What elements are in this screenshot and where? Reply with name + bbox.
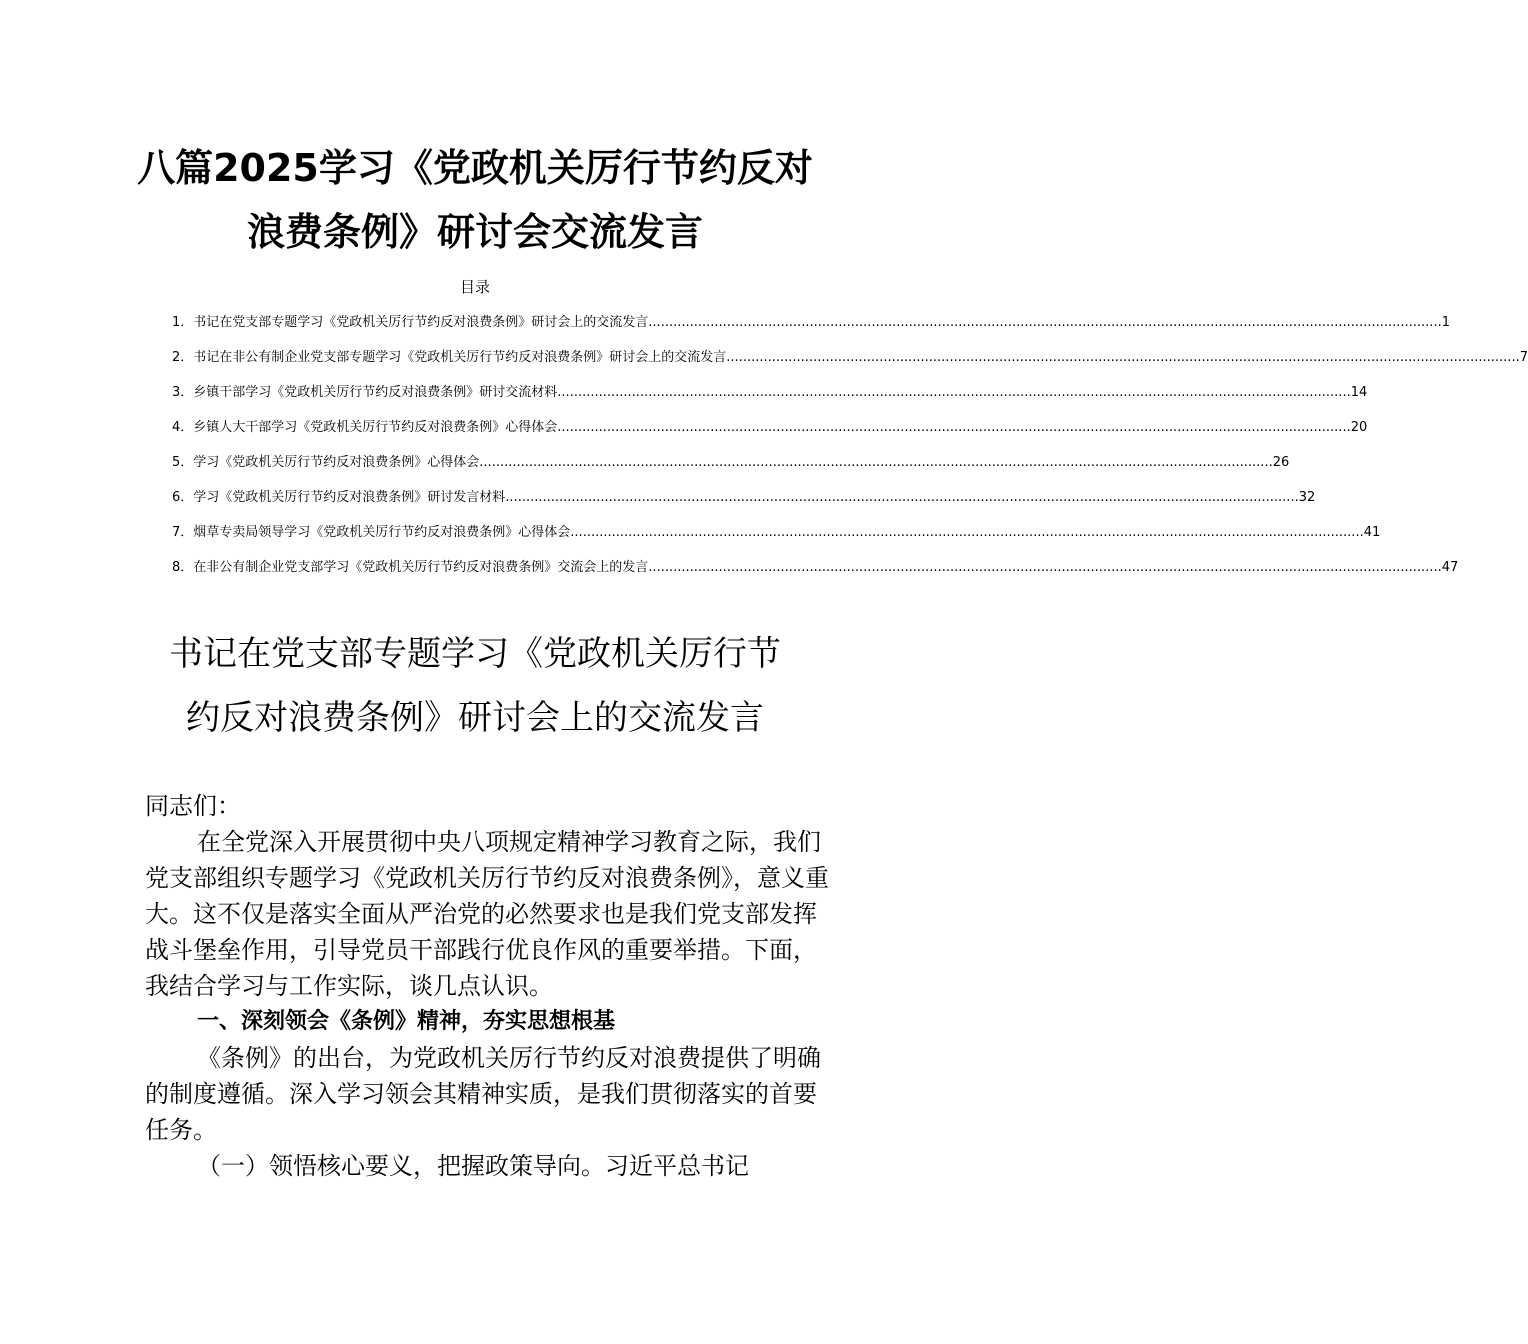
toc-entry[interactable] (172, 515, 1381, 550)
toc-entry[interactable] (172, 480, 1316, 515)
toc-heading: 目录 (459, 278, 490, 296)
toc-entry-number: 1． (172, 315, 194, 330)
toc-entry[interactable] (172, 550, 1459, 585)
toc-leader-dots (557, 375, 1350, 410)
paragraph: 《条例》的出台，为党政机关厉行节约反对浪费提供了明确的制度遵循。深入学习领会其精神实质，是我们贯彻落实的首要任务。 (145, 1044, 821, 1144)
paragraph: 在全党深入开展贯彻中央八项规定精神学习教育之际，我们党支部组织专题学习《党政机关厉行节约反对浪费条例》，意义重大。这不仅是落实全面从严治党的必然要求也是我们党支部发挥战斗堡垒作用，引导党员干部践行优良作风的重要举措。下面，我结合学习与工作实际，谈几点认识。 (145, 828, 829, 1000)
toc-entry-number: 5． (172, 455, 194, 470)
toc-entry-number: 4． (172, 420, 194, 435)
toc-leader-dots (557, 410, 1350, 445)
toc-leader-dots (570, 515, 1363, 550)
toc-entry-page: 20 (1350, 420, 1368, 435)
section-title-line2: 约反对浪费条例》研讨会上的交流发言 (186, 698, 764, 738)
paragraph: （一）领悟核心要义，把握政策导向。习近平总书记 (197, 1152, 749, 1180)
toc-entry-page: 32 (1298, 490, 1316, 505)
toc-leader-dots (726, 340, 1519, 375)
document-title (100, 136, 850, 264)
toc-entry-page: 14 (1350, 385, 1368, 400)
toc-entry[interactable] (172, 340, 1528, 375)
toc-entry-text: 乡镇干部学习《党政机关厉行节约反对浪费条例》研讨交流材料 (193, 385, 558, 400)
toc-entry-text: 学习《党政机关厉行节约反对浪费条例》心得体会 (193, 455, 480, 470)
toc-leader-dots (479, 445, 1272, 480)
document-title-line2: 浪费条例》研讨会交流发言 (246, 210, 703, 254)
toc-entry[interactable] (172, 410, 1368, 445)
body-text (145, 788, 835, 1184)
toc-entry-page: 1 (1441, 315, 1450, 330)
section-title (100, 622, 850, 750)
subheading: 一、深刻领会《条例》精神，夯实思想根基 (197, 1009, 616, 1034)
section-title-line1: 书记在党支部专题学习《党政机关厉行节 (169, 634, 781, 674)
toc-entry-text: 书记在党支部专题学习《党政机关厉行节约反对浪费条例》研讨会上的交流发言 (193, 315, 649, 330)
toc-entry-number: 8． (172, 560, 194, 575)
toc-entry-number: 6． (172, 490, 194, 505)
toc-leader-dots (505, 480, 1298, 515)
toc-entry-page: 26 (1272, 455, 1290, 470)
toc-entry-text: 乡镇人大干部学习《党政机关厉行节约反对浪费条例》心得体会 (193, 420, 558, 435)
toc-entry-page: 47 (1441, 560, 1459, 575)
toc-entry-number: 7． (172, 525, 194, 540)
toc-entry-number: 3． (172, 385, 194, 400)
toc-entry[interactable] (172, 305, 1450, 340)
toc-entry-text: 烟草专卖局领导学习《党政机关厉行节约反对浪费条例》心得体会 (193, 525, 571, 540)
toc-leader-dots (648, 305, 1441, 340)
table-of-contents (172, 305, 1528, 585)
toc-entry-page: 7 (1519, 350, 1528, 365)
toc-leader-dots (648, 550, 1441, 585)
toc-entry-number: 2． (172, 350, 194, 365)
toc-entry-text: 学习《党政机关厉行节约反对浪费条例》研讨发言材料 (193, 490, 506, 505)
greeting: 同志们： (145, 792, 241, 820)
toc-entry-text: 书记在非公有制企业党支部专题学习《党政机关厉行节约反对浪费条例》研讨会上的交流发言 (193, 350, 727, 365)
toc-entry-text: 在非公有制企业党支部学习《党政机关厉行节约反对浪费条例》交流会上的发言 (193, 560, 649, 575)
toc-entry-page: 41 (1363, 525, 1381, 540)
toc-entry[interactable] (172, 445, 1290, 480)
document-title-line1: 八篇2025学习《党政机关厉行节约反对 (137, 146, 813, 190)
toc-entry[interactable] (172, 375, 1368, 410)
